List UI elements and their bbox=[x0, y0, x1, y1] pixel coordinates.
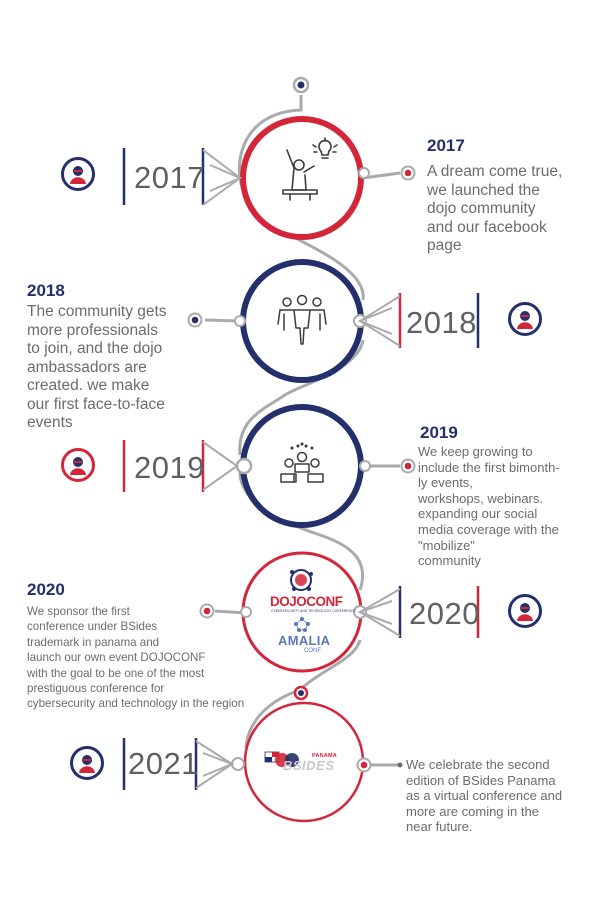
event-circle-2018 bbox=[243, 262, 361, 380]
year-badge-2017: 2017 bbox=[134, 160, 205, 195]
event-text-2018: The community gets more professionals to join, and the dojo ambassadors are created. we make our first face-to-face events bbox=[27, 303, 167, 431]
event-text-2021: We celebrate the second edition of BSides Panama as a virtual conference and more are coming in the near future. bbox=[406, 757, 563, 835]
amalia-logo-sub: CONF bbox=[304, 648, 321, 654]
event-text-2020: We sponsor the first conference under BSides trademark in panama and launch our own event DOJOCONF with the goal to be one of the most prestiguous conference for cybersecurity and technology in the region bbox=[27, 605, 245, 711]
event-year-2019: 2019 bbox=[420, 423, 458, 442]
event-year-2020: 2020 bbox=[27, 580, 65, 599]
event-circle-2019 bbox=[243, 407, 361, 525]
ninja-avatar-icon bbox=[70, 746, 104, 780]
ninja-avatar-icon bbox=[508, 302, 542, 336]
year-badge-2020: 2020 bbox=[409, 596, 480, 631]
year-badge-2018: 2018 bbox=[406, 305, 477, 340]
panama-logo-text: PANAMA bbox=[312, 753, 337, 759]
event-circle-2017 bbox=[243, 119, 361, 237]
event-year-2018: 2018 bbox=[27, 281, 65, 300]
year-badge-2021: 2021 bbox=[128, 746, 199, 781]
event-text-2019: We keep growing to include the first bimonth- ly events, workshops, webinars. expanding our social media coverage with the "mobilize" community bbox=[418, 444, 560, 569]
amalia-logo-text: AMALIA bbox=[278, 633, 331, 648]
dojoconf-tagline: CYBERSECURITY AND TECHNOLOGY CONFERENCE bbox=[271, 609, 356, 613]
timeline-start-dot bbox=[294, 78, 308, 92]
event-year-2017: 2017 bbox=[427, 136, 465, 155]
event-text-2017: A dream come true, we launched the dojo community and our facebook page bbox=[427, 163, 563, 254]
year-badge-2019: 2019 bbox=[134, 450, 205, 485]
ninja-avatar-icon bbox=[508, 594, 542, 628]
bsides-logo-text: BSIDES bbox=[283, 758, 335, 773]
ninja-avatar-icon bbox=[61, 448, 95, 482]
ninja-avatar-icon bbox=[61, 157, 95, 191]
dojoconf-logo-text: DOJOCONF bbox=[270, 594, 343, 609]
